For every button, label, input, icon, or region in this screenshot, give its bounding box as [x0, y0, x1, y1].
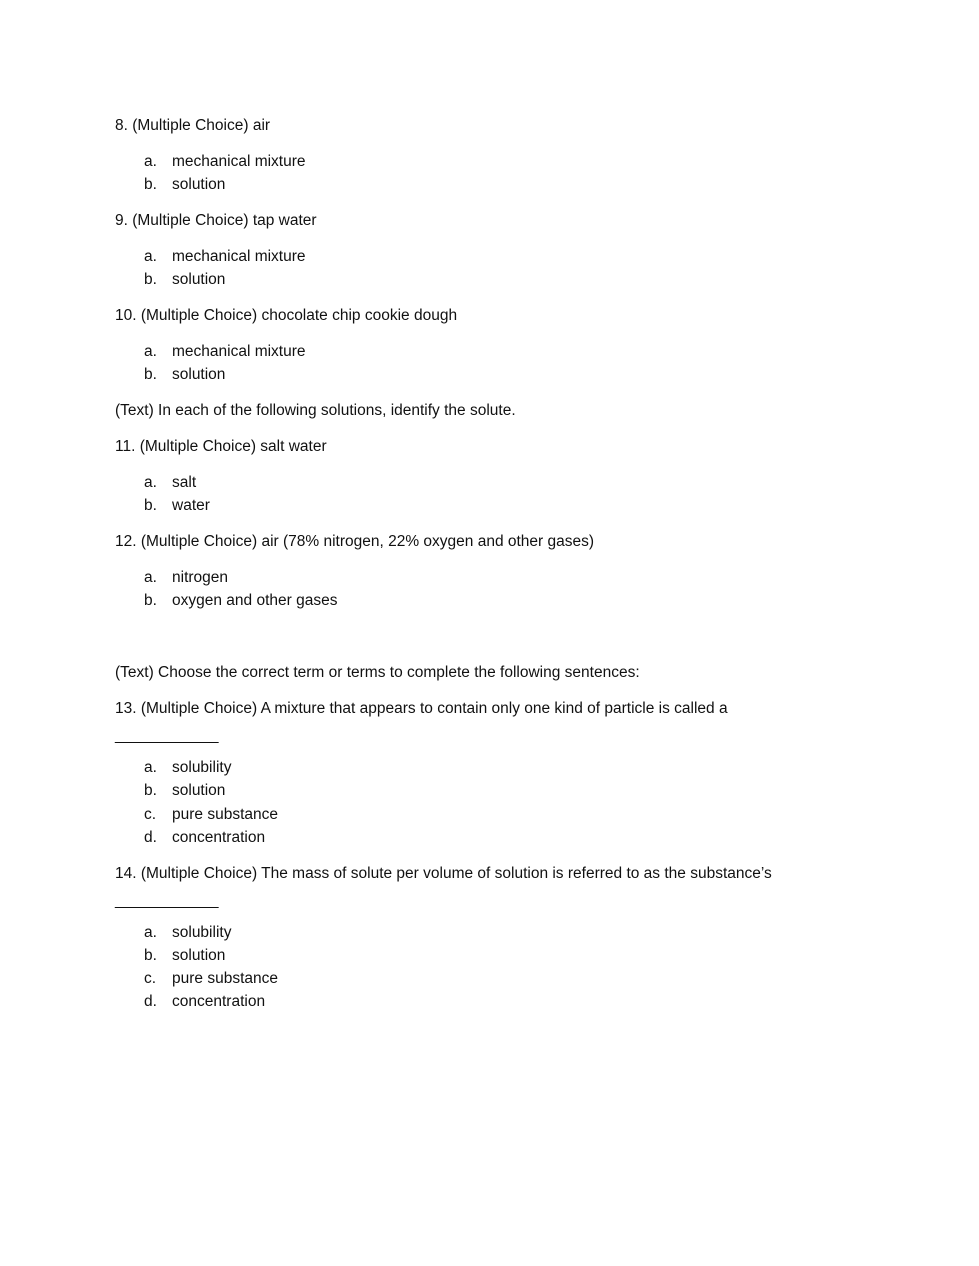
option-text: water — [172, 497, 210, 514]
question-14-prompt: 14. (Multiple Choice) The mass of solute per volume of solution is referred to as the substance’s — [115, 865, 772, 882]
option-text: solution — [172, 947, 226, 964]
option-text: nitrogen — [172, 569, 229, 586]
question-13-prompt: 13. (Multiple Choice) A mixture that appears to contain only one kind of particle is called a — [115, 700, 728, 717]
instruction-choose-term: (Text) Choose the correct term or terms to complete the following sentences: — [115, 664, 640, 681]
question-11-prompt: 11. (Multiple Choice) salt water — [115, 438, 327, 455]
option-text: pure substance — [172, 806, 278, 823]
option-text: oxygen and other gases — [172, 592, 338, 609]
option-text: solubility — [172, 924, 232, 941]
option-text: solution — [172, 176, 226, 193]
option-letter: b. — [144, 497, 157, 514]
option-text: pure substance — [172, 970, 278, 987]
option-letter: c. — [144, 970, 157, 987]
option-letter: a. — [144, 248, 157, 265]
option-text: solution — [172, 782, 226, 799]
option-letter: a. — [144, 474, 157, 491]
option-letter: b. — [144, 176, 157, 193]
option-letter: b. — [144, 947, 157, 964]
question-10-prompt: 10. (Multiple Choice) chocolate chip cookie dough — [115, 307, 458, 324]
option-letter: a. — [144, 153, 157, 170]
option-letter: b. — [144, 782, 157, 799]
option-text: mechanical mixture — [172, 343, 306, 360]
option-text: solution — [172, 271, 226, 288]
option-letter: a. — [144, 569, 157, 586]
option-letter: d. — [144, 993, 157, 1010]
question-9-prompt: 9. (Multiple Choice) tap water — [115, 212, 317, 229]
question-13-blank: ____________ — [115, 727, 219, 744]
option-letter: a. — [144, 343, 157, 360]
option-text: mechanical mixture — [172, 153, 306, 170]
option-letter: a. — [144, 924, 157, 941]
question-14-blank: ____________ — [115, 892, 219, 909]
option-letter: c. — [144, 806, 157, 823]
question-12-prompt: 12. (Multiple Choice) air (78% nitrogen, 22% oxygen and other gases) — [115, 533, 595, 550]
option-letter: d. — [144, 829, 157, 846]
option-text: solubility — [172, 759, 232, 776]
question-8-prompt: 8. (Multiple Choice) air — [115, 117, 271, 134]
instruction-identify-solute: (Text) In each of the following solutions, identify the solute. — [115, 402, 516, 419]
option-text: solution — [172, 366, 226, 383]
option-letter: b. — [144, 592, 157, 609]
option-text: concentration — [172, 993, 266, 1010]
option-letter: a. — [144, 759, 157, 776]
option-text: salt — [172, 474, 197, 491]
option-letter: b. — [144, 271, 157, 288]
option-text: mechanical mixture — [172, 248, 306, 265]
option-text: concentration — [172, 829, 266, 846]
option-letter: b. — [144, 366, 157, 383]
